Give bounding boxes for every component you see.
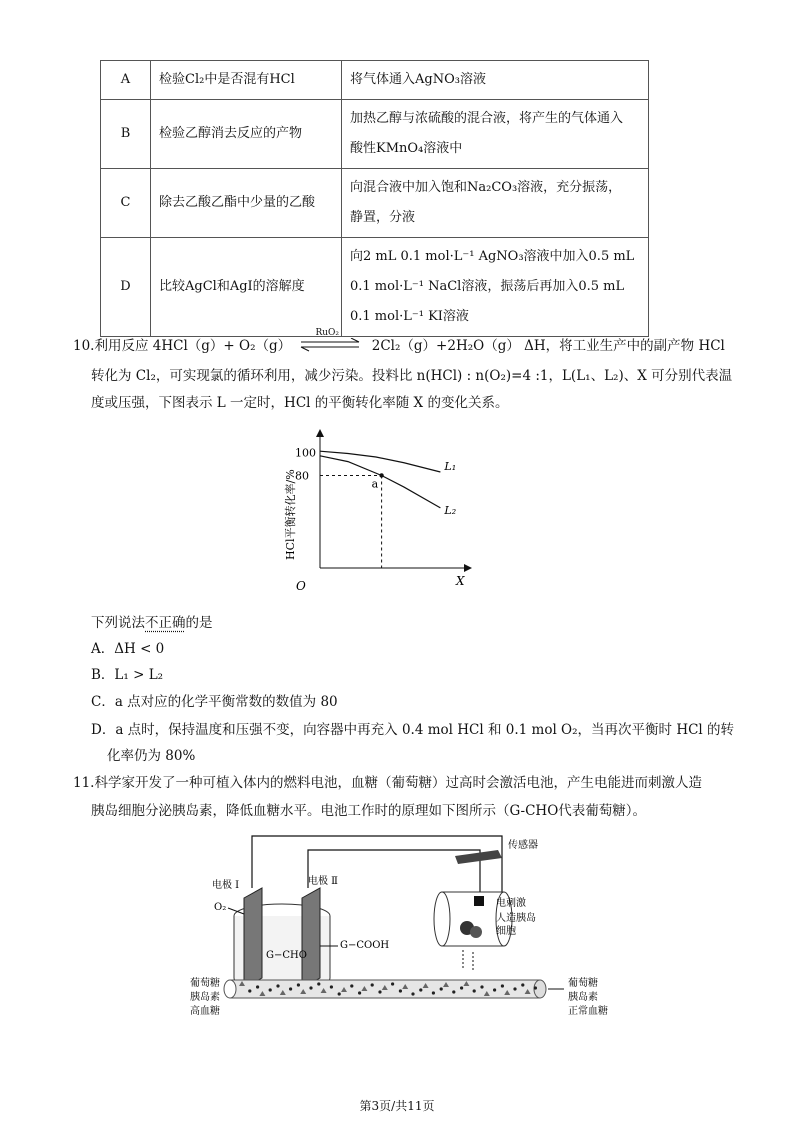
particle: [534, 986, 537, 989]
series-label: L₁: [444, 460, 457, 474]
particle: [391, 982, 394, 985]
sensor-label: 传感器: [508, 840, 538, 851]
particle: [330, 985, 333, 988]
particle: [378, 990, 381, 993]
particle: [493, 988, 496, 991]
electrode-1: [244, 888, 262, 988]
q10-stem-pre: 下列说法: [91, 615, 145, 631]
fuel-cell-diagram: [190, 828, 660, 1028]
left-label-2: 胰岛素: [190, 992, 220, 1003]
catalyst-label: RuO₂: [315, 328, 340, 338]
y-tick-label: 100: [295, 446, 316, 460]
origin-label: O: [296, 579, 306, 590]
vessel-left-end: [224, 980, 236, 998]
operation-line: 将气体通入AgNO₃溶液: [350, 72, 486, 87]
particle: [338, 992, 341, 995]
experiment-table: [100, 60, 649, 337]
series-line-2: [320, 456, 440, 508]
particle: [399, 989, 402, 992]
particle: [248, 989, 251, 992]
row-label: B: [101, 100, 151, 169]
particle: [501, 984, 504, 987]
particle: [289, 987, 292, 990]
q10-equation-left: 利用反应 4HCl（g）+ O₂（g）: [94, 338, 292, 354]
gcooh-label: G−COOH: [340, 940, 390, 951]
row-operation: [342, 169, 649, 238]
reversible-arrow: [295, 328, 367, 356]
particle: [350, 984, 353, 987]
stimulator-icon: [474, 896, 484, 906]
operation-line: 向2 mL 0.1 mol·L⁻¹ AgNO₃溶液中加入0.5 mL: [350, 249, 635, 264]
o2-label: O₂: [214, 902, 227, 913]
q10-option-d-cont: 化率仍为 80%: [107, 748, 196, 764]
row-label: D: [101, 238, 151, 337]
electrode1-label: 电极 Ⅰ: [212, 880, 240, 891]
right-label-1: 葡萄糖: [568, 978, 598, 989]
wire-electrode1: [252, 836, 502, 898]
particle: [480, 985, 483, 988]
x-axis-label: X: [456, 574, 465, 588]
q10-equation-right: 2Cl₂（g）+2H₂O（g） ΔH，将工业生产中的副产物 HCl: [371, 338, 725, 354]
left-label-1: 葡萄糖: [190, 978, 220, 989]
particle: [317, 982, 320, 985]
q10-number: 10.: [73, 338, 95, 354]
operation-line: 向混合液中加入饱和Na₂CO₃溶液，充分振荡，: [350, 180, 622, 195]
q10-line2: 转化为 Cl₂，可实现氯的循环利用，减少污染。投料比 n(HCl) : n(O₂)=4 :1，L(L₁、L₂)、X 可分别代表温: [91, 368, 733, 384]
table-row: [101, 238, 649, 337]
particle: [419, 988, 422, 991]
row-purpose: 检验乙醇消去反应的产物: [151, 100, 342, 169]
conversion-chart: [270, 425, 480, 590]
q10-line1: [73, 328, 725, 356]
particle: [440, 987, 443, 990]
table-row: [101, 61, 649, 100]
row-operation: [342, 238, 649, 337]
cell-chamber-end: [434, 892, 450, 946]
row-purpose: 除去乙酸乙酯中少量的乙酸: [151, 169, 342, 238]
table-row: [101, 100, 649, 169]
q10-option-d: D．a 点时，保持温度和压强不变，向容器中再充入 0.4 mol HCl 和 0.1 mol O₂，当再次平衡时 HCl 的转: [91, 722, 735, 738]
point-a: [379, 473, 383, 477]
series-line-1: [320, 451, 440, 472]
gcho-label: G−CHO: [266, 950, 307, 961]
operation-line: 0.1 mol·L⁻¹ KI溶液: [350, 309, 469, 324]
y-tick-label: 80: [295, 469, 309, 483]
particle: [297, 983, 300, 986]
right-label-2: 胰岛素: [568, 992, 598, 1003]
left-label-3: 高血糖: [190, 1006, 220, 1017]
row-purpose: 比较AgCl和AgI的溶解度: [151, 238, 342, 337]
particle: [358, 991, 361, 994]
sensor-icon: [455, 850, 502, 864]
row-label: A: [101, 61, 151, 100]
table-row: [101, 169, 649, 238]
series-label: L₂: [444, 503, 457, 517]
particle: [473, 989, 476, 992]
y-axis-label: HCl平衡转化率/%: [284, 469, 297, 560]
row-purpose: 检验Cl₂中是否混有HCl: [151, 61, 342, 100]
q11-number: 11.: [73, 775, 95, 791]
particle: [460, 986, 463, 989]
row-operation: [342, 61, 649, 100]
particle: [309, 986, 312, 989]
particle: [256, 985, 259, 988]
cell-label-2: 细胞: [496, 926, 516, 937]
q10-stem-post: 的是: [185, 615, 213, 631]
q10-option-a: A．ΔH < 0: [91, 641, 165, 657]
operation-line: 静置，分液: [350, 210, 416, 225]
stim-label: 电刺激: [496, 898, 526, 909]
particle: [276, 984, 279, 987]
electrode-2: [302, 888, 320, 988]
q11-line1: [73, 773, 702, 793]
islet-cell-icon-2: [470, 926, 482, 938]
row-label: C: [101, 169, 151, 238]
q11-line2: 胰岛细胞分泌胰岛素，降低血糖水平。电池工作时的原理如下图所示（G-CHO代表葡萄糖）。: [91, 803, 647, 819]
particle: [521, 983, 524, 986]
particle: [411, 992, 414, 995]
q10-option-c: C．a 点对应的化学平衡常数的数值为 80: [91, 694, 338, 710]
q10-option-b: B．L₁ > L₂: [91, 667, 164, 683]
particle: [452, 990, 455, 993]
q11-text1: 科学家开发了一种可植入体内的燃料电池，血糖（葡萄糖）过高时会激活电池，产生电能进而刺激人造: [94, 775, 702, 791]
row-operation: [342, 100, 649, 169]
operation-line: 0.1 mol·L⁻¹ NaCl溶液，振荡后再加入0.5 mL: [350, 279, 625, 294]
particle: [513, 987, 516, 990]
particle: [269, 988, 272, 991]
particle: [371, 983, 374, 986]
page-footer: 第3页/共11页: [359, 1099, 435, 1113]
right-label-3: 正常血糖: [568, 1006, 608, 1017]
operation-line: 酸性KMnO₄溶液中: [350, 141, 463, 156]
cell-chamber: [442, 892, 504, 946]
electrode2-label: 电极 Ⅱ: [308, 876, 338, 887]
point-a-label: a: [371, 477, 379, 491]
operation-line: 加热乙醇与浓硫酸的混合液，将产生的气体通入: [350, 111, 624, 126]
cell-label-1: 人造胰岛: [496, 913, 536, 924]
wire-electrode2: [308, 850, 480, 898]
particle: [432, 991, 435, 994]
equilibrium-arrow-icon: [299, 338, 361, 352]
q10-stem: [91, 613, 213, 633]
q10-stem-emphasis: 不正确: [145, 615, 186, 631]
q10-line3: 度或压强，下图表示 L 一定时，HCl 的平衡转化率随 X 的变化关系。: [91, 395, 509, 411]
